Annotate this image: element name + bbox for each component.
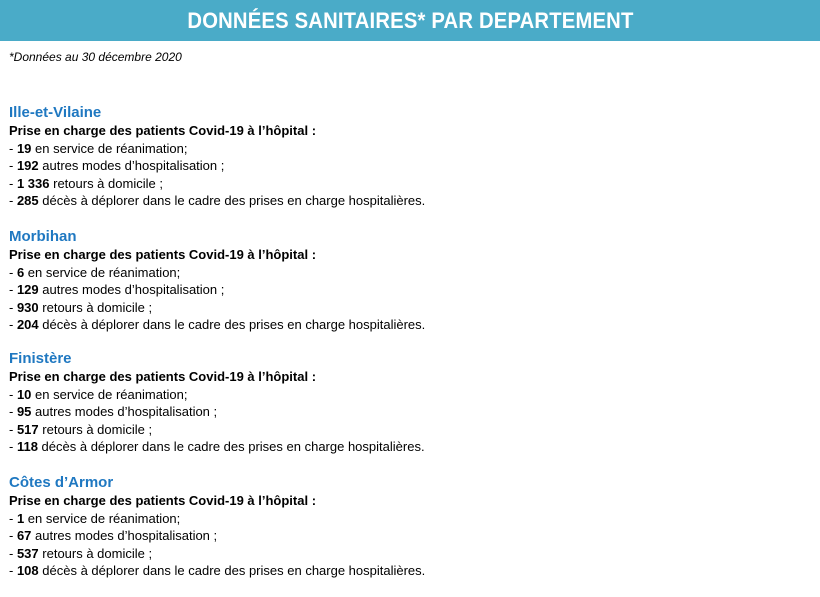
stat-text: retours à domicile ;	[38, 421, 153, 437]
stat-reanimation	[9, 386, 809, 404]
stat-reanimation	[9, 510, 809, 528]
stat-reanimation	[9, 264, 809, 282]
stat-value: 6	[16, 264, 25, 280]
stat-value: 1	[16, 510, 25, 526]
department-stats	[9, 140, 809, 210]
stat-prefix: -	[9, 528, 17, 543]
stat-deces	[9, 438, 809, 456]
stat-value: 129	[16, 282, 39, 297]
stat-text: en service de réanimation;	[24, 264, 181, 280]
stat-prefix: -	[9, 317, 17, 332]
stat-deces	[9, 562, 809, 580]
stat-value: 204	[16, 317, 39, 332]
department-cotes-darmor	[9, 474, 809, 580]
stat-prefix: -	[9, 510, 17, 526]
department-stats	[9, 264, 809, 334]
stat-text: décès à déplorer dans le cadre des prises en charge hospitalières.	[38, 563, 426, 578]
stat-text: retours à domicile ;	[49, 175, 163, 191]
stat-value: 285	[16, 193, 39, 208]
stat-prefix: -	[9, 299, 17, 315]
stat-text: en service de réanimation;	[31, 386, 188, 402]
department-subtitle: Prise en charge des patients Covid-19 à l’hôpital :	[9, 493, 317, 508]
stat-text: autres modes d’hospitalisation ;	[31, 404, 218, 419]
stat-text: décès à déplorer dans le cadre des prises en charge hospitalières.	[38, 193, 426, 208]
stat-text: décès à déplorer dans le cadre des prises en charge hospitalières.	[37, 439, 425, 454]
department-subtitle: Prise en charge des patients Covid-19 à l’hôpital :	[9, 247, 317, 262]
date-note: *Données au 30 décembre 2020	[9, 50, 182, 64]
stat-prefix: -	[9, 193, 17, 208]
department-stats	[9, 510, 809, 580]
stat-text: autres modes d’hospitalisation ;	[38, 158, 225, 173]
page-title: DONNÉES SANITAIRES* PAR DEPARTEMENT	[186, 7, 634, 33]
stat-prefix: -	[9, 439, 17, 454]
stat-hospitalisation	[9, 281, 809, 299]
department-finistere	[9, 350, 809, 456]
stat-prefix: -	[9, 175, 17, 191]
stat-prefix: -	[9, 404, 17, 419]
stat-value: 108	[16, 563, 39, 578]
stat-value: 1 336	[16, 175, 50, 191]
stat-hospitalisation	[9, 157, 809, 175]
stat-text: autres modes d’hospitalisation ;	[38, 282, 225, 297]
stat-retours	[9, 299, 809, 317]
stat-prefix: -	[9, 264, 17, 280]
department-name: Côtes d’Armor	[9, 474, 114, 491]
stat-text: en service de réanimation;	[24, 510, 181, 526]
stat-prefix: -	[9, 140, 17, 156]
department-name: Finistère	[9, 350, 72, 367]
stat-hospitalisation	[9, 527, 809, 545]
stat-value: 67	[16, 528, 32, 543]
department-subtitle: Prise en charge des patients Covid-19 à l’hôpital :	[9, 123, 317, 138]
stat-retours	[9, 545, 809, 563]
stat-text: retours à domicile ;	[38, 299, 153, 315]
stat-value: 95	[16, 404, 32, 419]
stat-value: 192	[16, 158, 39, 173]
stat-value: 930	[16, 299, 39, 315]
department-stats	[9, 386, 809, 456]
stat-value: 19	[16, 140, 32, 156]
department-ille-et-vilaine	[9, 104, 809, 210]
stat-retours	[9, 175, 809, 193]
stat-deces	[9, 192, 809, 210]
stat-prefix: -	[9, 545, 17, 561]
stat-value: 10	[16, 386, 32, 402]
stat-prefix: -	[9, 563, 17, 578]
stat-reanimation	[9, 140, 809, 158]
stat-prefix: -	[9, 282, 17, 297]
stat-text: décès à déplorer dans le cadre des prises en charge hospitalières.	[38, 317, 426, 332]
department-name: Morbihan	[9, 228, 77, 245]
department-subtitle: Prise en charge des patients Covid-19 à l’hôpital :	[9, 369, 317, 384]
stat-value: 537	[16, 545, 39, 561]
stat-text: autres modes d’hospitalisation ;	[31, 528, 218, 543]
stat-text: en service de réanimation;	[31, 140, 188, 156]
stat-prefix: -	[9, 386, 17, 402]
stat-hospitalisation	[9, 403, 809, 421]
header-banner	[0, 0, 820, 41]
department-name: Ille-et-Vilaine	[9, 104, 102, 121]
stat-deces	[9, 316, 809, 334]
stat-value: 517	[16, 421, 39, 437]
stat-text: retours à domicile ;	[38, 545, 153, 561]
stat-prefix: -	[9, 421, 17, 437]
stat-prefix: -	[9, 158, 17, 173]
department-morbihan	[9, 228, 809, 334]
stat-retours	[9, 421, 809, 439]
stat-value: 118	[16, 439, 38, 454]
